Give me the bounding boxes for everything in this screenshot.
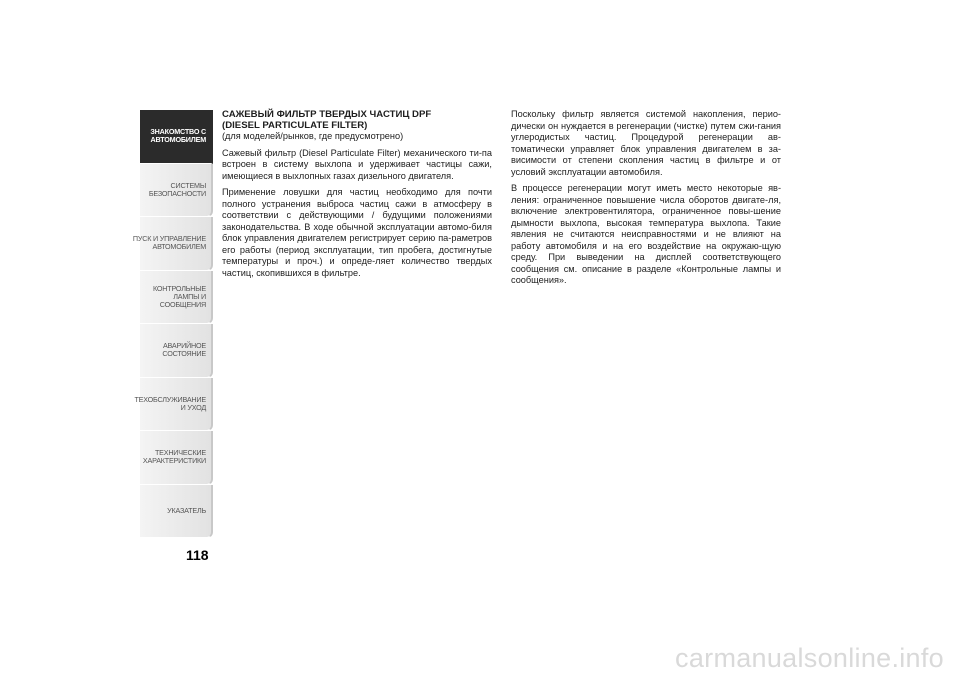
watermark: carmanualsonline.info [675, 643, 944, 673]
tab-label: ТЕХОБСЛУЖИВАНИЕ [134, 394, 206, 404]
tab-safety[interactable] [140, 164, 213, 218]
paragraph: Применение ловушки для частиц необходимо для почти полного устранения выброса частиц сажи в атмосферу в соответствии с действующими / будущими положениями законодательства. В ходе обычной эксплуатации автомо-биля блок управления двигателем регистрирует серию па-раметров его работы (период эксплуатации, тип пробега, достигнутые температуры и проч.) и опреде-ляет количество твердых частиц, скопившихся в фильтре. [222, 187, 492, 278]
tab-label: ЗНАКОМСТВО С [150, 127, 206, 137]
tab-label: КОНТРОЛЬНЫЕ [152, 283, 206, 293]
tab-emergency[interactable] [140, 324, 213, 378]
tab-label: СИСТЕМЫ [170, 180, 206, 190]
chapter-tabs [132, 110, 213, 538]
section-note: (для моделей/рынков, где предусмотрено) [222, 131, 404, 141]
tab-label: ПУСК И УПРАВЛЕНИЕ [132, 234, 206, 244]
tab-label: БЕЗОПАСНОСТИ [148, 188, 206, 198]
tab-label: СООБЩЕНИЯ [159, 299, 206, 309]
tab-intro[interactable] [140, 110, 213, 164]
page-number: 118 [186, 547, 209, 563]
tab-driving[interactable] [132, 217, 213, 271]
section-title: САЖЕВЫЙ ФИЛЬТР ТВЕРДЫХ ЧАСТИЦ DPF [222, 109, 432, 120]
section-title-subline: (DIESEL PARTICULATE FILTER) [222, 120, 368, 131]
tab-label: СОСТОЯНИЕ [162, 349, 206, 359]
tab-label: АВТОМОБИЛЕМ [150, 135, 206, 145]
tab-specs[interactable] [140, 431, 213, 485]
tab-label: И УХОД [180, 402, 206, 412]
paragraph: В процессе регенерации могут иметь место некоторые яв-ления: ограниченное повышение числа оборотов двигате-ля, включение электровентилятора, ограниченное повы-шение дымности выхлопа, высокая температура выхлопа. Такие явления не считаются неисправностями и не влияют на работу автомобиля и на его воздействие на окружаю-щую среду. При выведении на дисплей соответствующего сообщения см. описание в разделе «Контрольные лампы и сообщения». [511, 183, 781, 285]
tab-index[interactable] [140, 485, 213, 539]
right-column [511, 109, 781, 292]
paragraph: Сажевый фильтр (Diesel Particulate Filter) механического ти-па встроен в систему выхлопа и удерживает частицы сажи, имеющиеся в выхлопных газах дизельного двигателя. [222, 147, 492, 181]
tab-label: ТЕХНИЧЕСКИЕ [154, 448, 206, 458]
tab-label: АВАРИЙНОЕ [162, 341, 206, 351]
tab-label: АВТОМОБИЛЕМ [152, 242, 206, 252]
tab-warning-lights[interactable] [140, 271, 213, 325]
tab-maintenance[interactable] [134, 378, 213, 432]
tab-label: ХАРАКТЕРИСТИКИ [142, 456, 206, 466]
left-column [222, 109, 492, 284]
tab-label: ЛАМПЫ И [173, 291, 206, 301]
tab-label: УКАЗАТЕЛЬ [167, 505, 206, 515]
paragraph: Поскольку фильтр является системой накопления, перио-дически он нуждается в регенерации (чистке) путем сжи-гания углеродистых частиц. Процедурой регенерации ав-томатически управляет блок управления двигателем в за-висимости от степени скопления частиц в фильтре и от условий эксплуатации автомобиля. [511, 109, 781, 177]
